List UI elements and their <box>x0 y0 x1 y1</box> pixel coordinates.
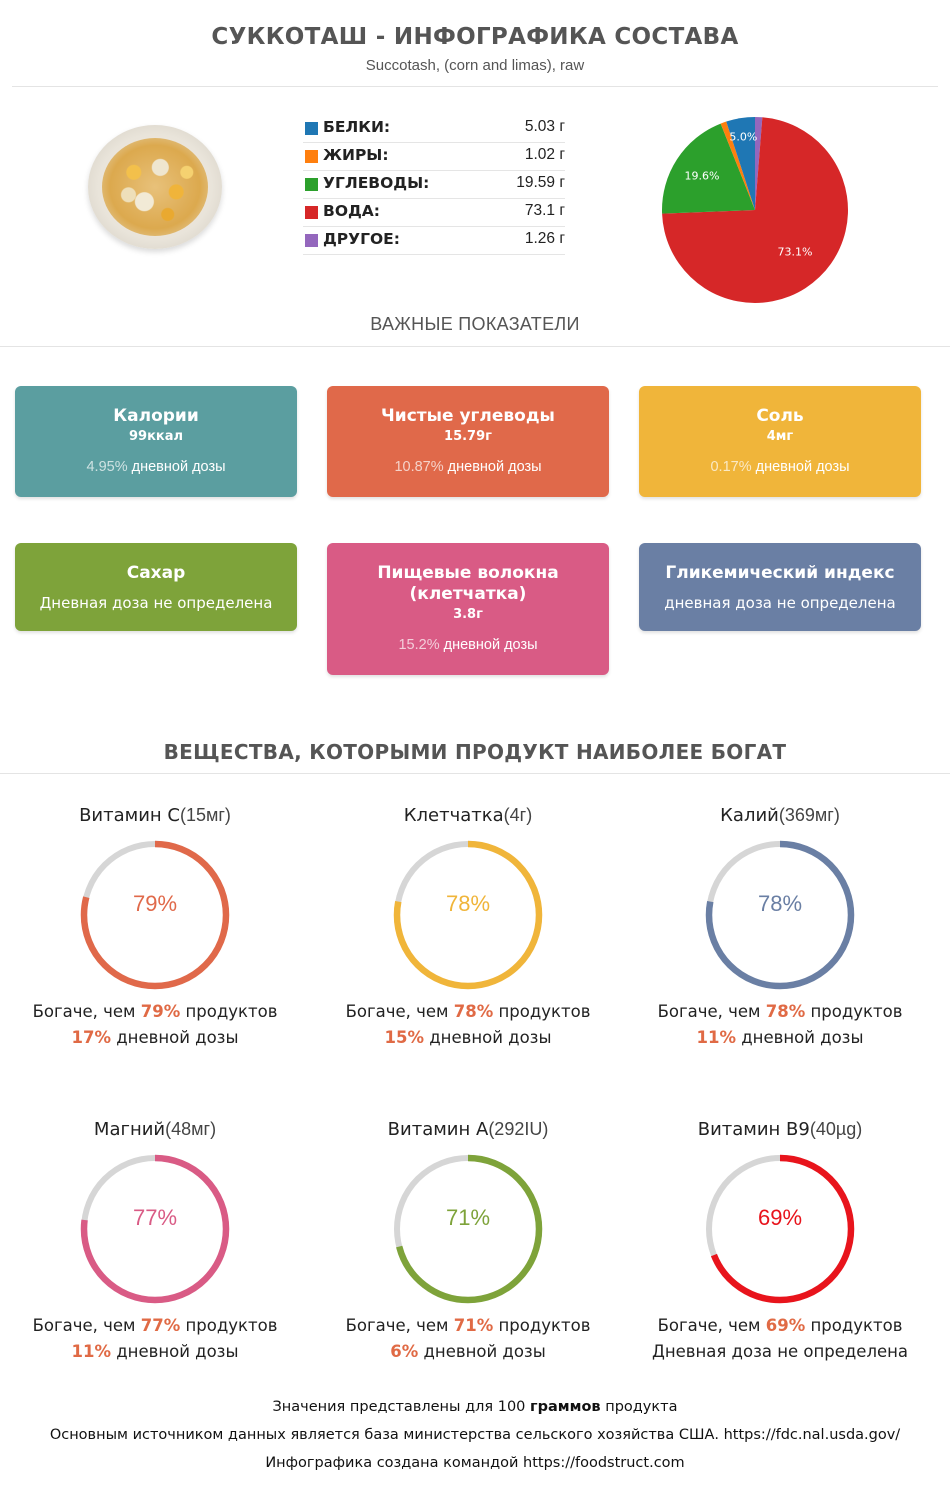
nutrient-name: ЖИРЫ: <box>323 146 389 164</box>
card-daily-label: дневной дозы <box>443 637 538 653</box>
page-subtitle: Succotash, (corn and limas), raw <box>365 57 585 74</box>
card-daily-label: дневной дозы <box>131 459 226 475</box>
nutrient-name: ВОДА: <box>323 202 380 220</box>
daily-dose-text <box>620 1342 940 1361</box>
card-daily-label: дневной дозы <box>755 459 850 475</box>
richer-post: продуктов <box>493 1316 591 1335</box>
daily-dose-text <box>308 1028 628 1047</box>
nutrient-value: 73.1 г <box>524 202 565 219</box>
card-value: 4мг <box>766 429 794 444</box>
richer-than-text <box>620 1316 940 1335</box>
richer-than-text <box>308 1316 628 1335</box>
food-image <box>102 138 208 236</box>
nutrient-value: 19.59 г <box>516 174 565 191</box>
rich-item-name: Магний <box>93 1119 166 1140</box>
rich-item-title <box>5 1119 305 1140</box>
ring-percent: 78% <box>757 891 803 916</box>
card-daily-label: дневной дозы <box>447 459 542 475</box>
richer-pre: Богаче, чем <box>657 1316 766 1335</box>
nutrient-row <box>303 142 565 171</box>
pie-label: 19.6% <box>684 169 720 183</box>
card-salt <box>639 386 921 497</box>
nutrient-name: УГЛЕВОДЫ: <box>323 174 430 192</box>
rich-item-name: Клетчатка <box>403 805 504 826</box>
daily-dose-text <box>0 1342 315 1361</box>
legend-swatch <box>305 206 318 219</box>
nutrient-name: БЕЛКИ: <box>323 118 391 136</box>
ring-percent: 79% <box>132 891 178 916</box>
card-daily <box>327 637 609 653</box>
rich-item-name: Витамин C <box>79 805 180 826</box>
daily-label: дневной дозы <box>111 1028 239 1047</box>
daily-pct: 11% <box>71 1342 111 1361</box>
ring-percent: 69% <box>757 1205 803 1230</box>
richer-than-text <box>308 1002 628 1021</box>
card-title: Сахар <box>126 563 186 583</box>
card-title: Соль <box>756 406 804 426</box>
rich-item-name: Витамин B9 <box>697 1119 810 1140</box>
rich-item-amount: (40µg) <box>809 1119 863 1139</box>
nutrient-row <box>303 226 565 255</box>
richer-pre: Богаче, чем <box>32 1316 141 1335</box>
card-calories <box>15 386 297 497</box>
footer-credit: Инфографика создана командой https://foodstruct.com <box>265 1455 685 1471</box>
card-glycemic-index <box>639 543 921 631</box>
nutrient-value: 1.26 г <box>524 230 565 247</box>
daily-label: дневной дозы <box>111 1342 239 1361</box>
card-title: Калории <box>113 406 199 426</box>
rich-item-amount: (48мг) <box>165 1119 217 1139</box>
card-fiber <box>327 543 609 675</box>
richer-pct: 78% <box>453 1002 494 1021</box>
richer-pct: 78% <box>765 1002 806 1021</box>
daily-dose-text <box>308 1342 628 1361</box>
richer-pct: 77% <box>140 1316 181 1335</box>
page-title: СУККОТАШ - ИНФОГРАФИКА СОСТАВА <box>211 24 739 50</box>
nutrient-row <box>303 114 565 143</box>
rich-item-name: Витамин A <box>387 1119 489 1140</box>
richer-than-text <box>0 1316 315 1335</box>
card-net-carbs <box>327 386 609 497</box>
daily-pct: 11% <box>696 1028 736 1047</box>
rich-item-amount: (4г) <box>503 805 533 825</box>
card-value: 99ккал <box>128 429 184 444</box>
richer-post: продуктов <box>805 1002 903 1021</box>
richer-post: продуктов <box>180 1002 278 1021</box>
richer-pre: Богаче, чем <box>345 1316 454 1335</box>
rich-nutrients-heading: ВЕЩЕСТВА, КОТОРЫМИ ПРОДУКТ НАИБОЛЕЕ БОГАТ <box>163 740 787 764</box>
richer-post: продуктов <box>805 1316 903 1335</box>
rich-item-title <box>5 805 305 826</box>
card-title: Чистые углеводы <box>381 406 555 426</box>
rich-item-title <box>630 1119 930 1140</box>
key-metrics-heading: ВАЖНЫЕ ПОКАЗАТЕЛИ <box>370 314 580 334</box>
nutrient-value: 1.02 г <box>524 146 565 163</box>
richer-pre: Богаче, чем <box>345 1002 454 1021</box>
footer-source: Основным источником данных является база министерства сельского хозяйства США. https://fdc.nal.usda.gov/ <box>49 1427 901 1443</box>
card-title: Пищевые волокна (клетчатка) <box>377 563 559 604</box>
legend-swatch <box>305 234 318 247</box>
card-daily <box>15 459 297 475</box>
card-sugar <box>15 543 297 631</box>
card-daily-pct: 10.87% <box>394 459 444 475</box>
richer-pct: 71% <box>453 1316 494 1335</box>
richer-pre: Богаче, чем <box>32 1002 141 1021</box>
legend-swatch <box>305 122 318 135</box>
daily-dose-text <box>620 1028 940 1047</box>
divider <box>0 773 950 774</box>
daily-label: дневной дозы <box>424 1028 552 1047</box>
card-status: дневная доза не определена <box>664 594 896 612</box>
richer-pct: 79% <box>140 1002 181 1021</box>
ring-percent: 78% <box>445 891 491 916</box>
pie-label: 73.1% <box>777 245 813 259</box>
card-value: 3.8г <box>453 607 483 622</box>
card-value: 15.79г <box>444 429 492 444</box>
card-daily <box>327 459 609 475</box>
footer-text: продукта <box>600 1399 678 1415</box>
richer-post: продуктов <box>180 1316 278 1335</box>
richer-than-text <box>620 1002 940 1021</box>
richer-than-text <box>0 1002 315 1021</box>
rich-item-title <box>630 805 930 826</box>
legend-swatch <box>305 178 318 191</box>
card-daily-pct: 4.95% <box>86 459 128 475</box>
footer-bold: граммов <box>530 1399 601 1415</box>
richer-post: продуктов <box>493 1002 591 1021</box>
ring-percent: 71% <box>445 1205 491 1230</box>
rich-item-title <box>318 1119 618 1140</box>
pie-label: 5.0% <box>729 130 758 144</box>
daily-pct: 17% <box>71 1028 111 1047</box>
nutrient-row <box>303 170 565 199</box>
rich-item-name: Калий <box>720 805 779 826</box>
card-daily <box>639 459 921 475</box>
nutrient-name: ДРУГОЕ: <box>323 230 400 248</box>
daily-label: дневной дозы <box>736 1028 864 1047</box>
legend-swatch <box>305 150 318 163</box>
rich-item-amount: (369мг) <box>778 805 840 825</box>
richer-pre: Богаче, чем <box>657 1002 766 1021</box>
divider <box>12 86 938 87</box>
daily-pct: 15% <box>384 1028 424 1047</box>
divider <box>0 346 950 347</box>
footer-note <box>0 1399 950 1415</box>
daily-dose-text <box>0 1028 315 1047</box>
nutrient-row <box>303 198 565 227</box>
rich-item-amount: (15мг) <box>179 805 231 825</box>
card-title: Гликемический индекс <box>665 563 895 583</box>
rich-item-amount: (292IU) <box>488 1119 549 1139</box>
rich-item-title <box>318 805 618 826</box>
footer-text: Значения представлены для 100 <box>272 1399 531 1415</box>
card-daily-pct: 15.2% <box>398 637 440 653</box>
richer-pct: 69% <box>765 1316 806 1335</box>
daily-label: дневной дозы <box>418 1342 546 1361</box>
nutrient-value: 5.03 г <box>524 118 565 135</box>
daily-label: Дневная доза не определена <box>651 1342 909 1361</box>
composition-pie-chart <box>655 110 855 310</box>
card-daily-pct: 0.17% <box>710 459 752 475</box>
card-status: Дневная доза не определена <box>39 594 273 612</box>
ring-percent: 77% <box>132 1205 178 1230</box>
daily-pct: 6% <box>390 1342 419 1361</box>
